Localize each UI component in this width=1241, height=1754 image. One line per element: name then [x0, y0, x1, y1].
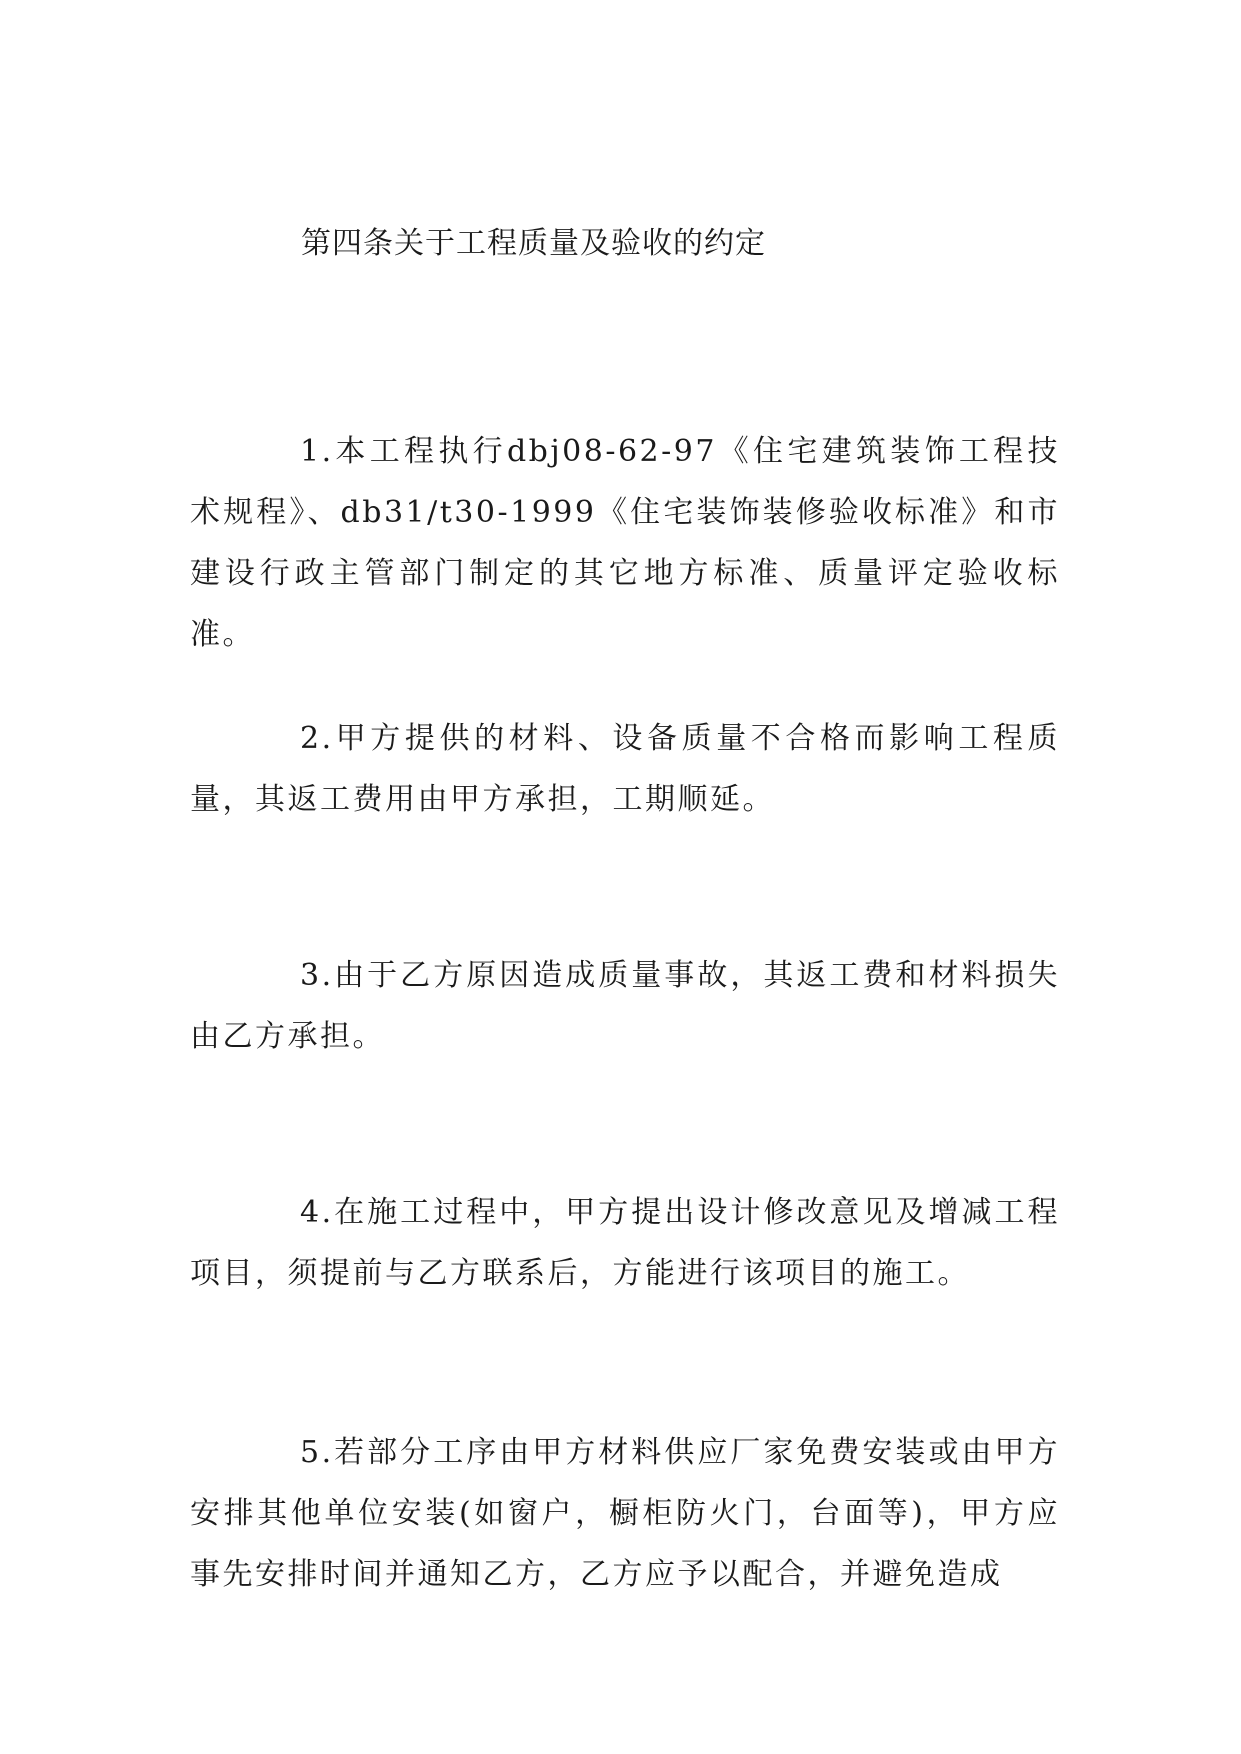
clause-paragraph-2: 2.甲方提供的材料、设备质量不合格而影响工程质量，其返工费用由甲方承担，工期顺延。 [190, 721, 1060, 817]
clause-paragraph-1: 1.本工程执行dbj08-62-97《住宅建筑装饰工程技术规程》、db31/t30-1999《住宅装饰装修验收标准》和市建设行政主管部门制定的其它地方标准、质量评定验收标准。 [190, 434, 1060, 652]
clause-paragraph-4: 4.在施工过程中，甲方提出设计修改意见及增减工程项目，须提前与乙方联系后，方能进行该项目的施工。 [190, 1195, 1060, 1291]
section-heading: 第四条关于工程质量及验收的约定 [301, 226, 766, 261]
clause-paragraph-5: 5.若部分工序由甲方材料供应厂家免费安装或由甲方安排其他单位安装(如窗户，橱柜防火门，台面等)，甲方应事先安排时间并通知乙方，乙方应予以配合，并避免造成 [190, 1435, 1060, 1592]
clause-paragraph-3: 3.由于乙方原因造成质量事故，其返工费和材料损失由乙方承担。 [190, 958, 1060, 1054]
